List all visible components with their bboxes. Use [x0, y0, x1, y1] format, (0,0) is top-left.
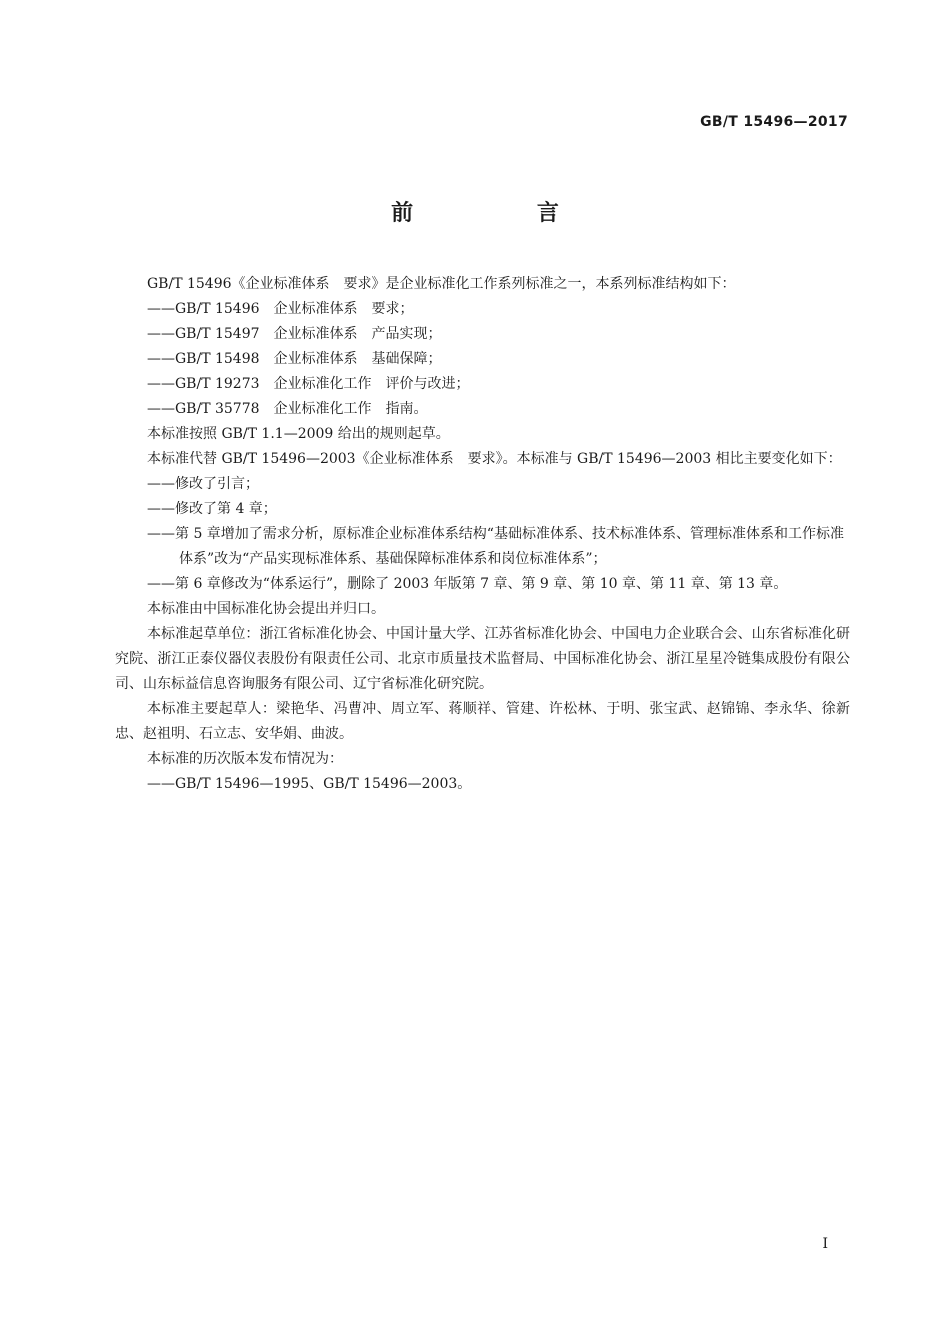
- list-item: ——GB/T 35778 企业标准化工作 指南。: [147, 401, 428, 417]
- page-title: 前 言: [391, 201, 617, 226]
- list-item: ——GB/T 15496 企业标准体系 要求；: [147, 301, 414, 317]
- document-body: [115, 272, 850, 797]
- list-item: ——第 6 章修改为“体系运行”，删除了 2003 年版第 7 章、第 9 章、第 10 章、第 11 章、第 13 章。: [147, 576, 788, 592]
- list-item: ——修改了第 4 章；: [147, 501, 277, 517]
- list-item: ——GB/T 15497 企业标准体系 产品实现；: [147, 326, 442, 342]
- list-item: ——GB/T 15496—1995、GB/T 15496—2003。: [147, 776, 472, 792]
- standard-code: GB/T 15496—2017: [700, 114, 848, 130]
- paragraph-drafters: 本标准主要起草人：梁艳华、冯曹冲、周立军、蒋顺祥、管建、许松林、于明、张宝武、赵锦锦、李永华、徐新忠、赵祖明、石立志、安华娟、曲波。: [115, 701, 850, 742]
- list-item: ——GB/T 15498 企业标准体系 基础保障；: [147, 351, 442, 367]
- list-item: ——第 5 章增加了需求分析，原标准企业标准体系结构“基础标准体系、技术标准体系、管理标准体系和工作标准体系”改为“产品实现标准体系、基础保障标准体系和岗位标准体系”；: [147, 526, 844, 567]
- paragraph-replacement: 本标准代替 GB/T 15496—2003《企业标准体系 要求》。本标准与 GB/T 15496—2003 相比主要变化如下：: [147, 451, 842, 467]
- paragraph-intro: GB/T 15496《企业标准体系 要求》是企业标准化工作系列标准之一，本系列标准结构如下：: [147, 276, 736, 292]
- list-item: ——修改了引言；: [147, 476, 259, 492]
- list-item: ——GB/T 19273 企业标准化工作 评价与改进；: [147, 376, 470, 392]
- paragraph-drafting-rules: 本标准按照 GB/T 1.1—2009 给出的规则起草。: [147, 426, 450, 442]
- paragraph-history: 本标准的历次版本发布情况为：: [147, 751, 343, 767]
- page-number: I: [822, 1236, 828, 1252]
- paragraph-proposer: 本标准由中国标准化协会提出并归口。: [147, 601, 385, 617]
- paragraph-drafting-units: 本标准起草单位：浙江省标准化协会、中国计量大学、江苏省标准化协会、中国电力企业联合会、山东省标准化研究院、浙江正泰仪器仪表股份有限责任公司、北京市质量技术监督局、中国标准化协会、浙江星星冷链集成股份有限公司、山东标益信息咨询服务有限公司、辽宁省标准化研究院。: [115, 626, 850, 692]
